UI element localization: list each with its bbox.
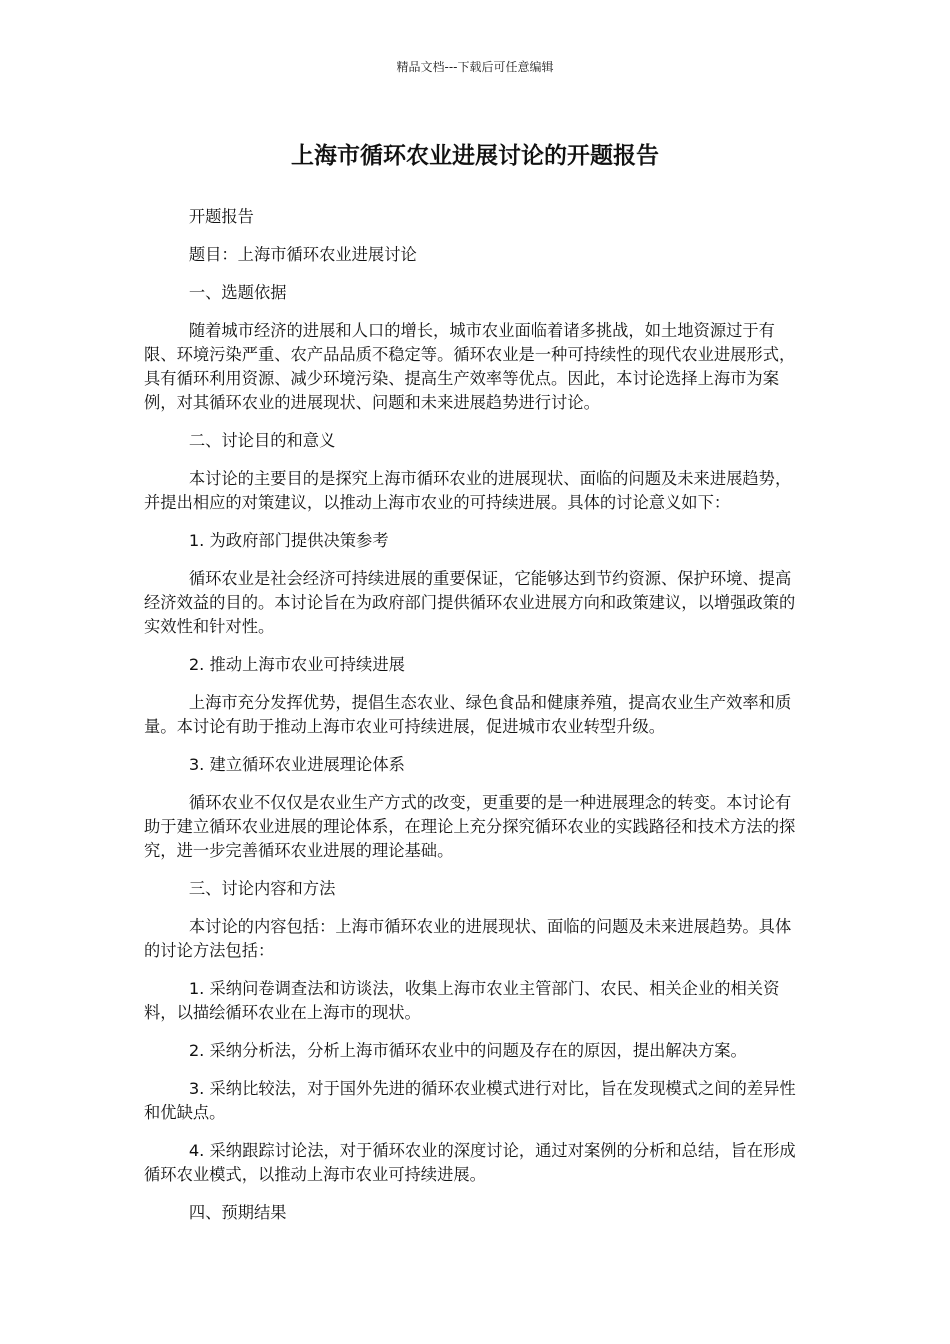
document-title: 上海市循环农业进展讨论的开题报告 <box>291 143 659 169</box>
list-heading: 2. 推动上海市农业可持续进展 <box>188 655 405 674</box>
paragraph: 本讨论的内容包括：上海市循环农业的进展现状、面临的问题及未来进展趋势。具体的讨论方法包括： <box>144 917 792 960</box>
list-item: 3. 采纳比较法，对于国外先进的循环农业模式进行对比，旨在发现模式之间的差异性和优缺点。 <box>144 1079 796 1122</box>
section-heading-4: 四、预期结果 <box>188 1203 287 1222</box>
document-body <box>144 205 806 1239</box>
paragraph: 上海市充分发挥优势，提倡生态农业、绿色食品和健康养殖，提高农业生产效率和质量。本讨论有助于推动上海市农业可持续进展，促进城市农业转型升级。 <box>144 693 792 736</box>
paragraph-label: 开题报告 <box>188 207 254 226</box>
section-heading-1: 一、选题依据 <box>188 283 287 302</box>
paragraph: 随着城市经济的进展和人口的增长，城市农业面临着诸多挑战，如土地资源过于有限、环境污染严重、农产品品质不稳定等。循环农业是一种可持续性的现代农业进展形式，具有循环利用资源、减少环境污染、提高生产效率等优点。因此，本讨论选择上海市为案例，对其循环农业的进展现状、问题和未来进展趋势进行讨论。 <box>144 321 796 412</box>
paragraph: 循环农业是社会经济可持续进展的重要保证，它能够达到节约资源、保护环境、提高经济效益的目的。本讨论旨在为政府部门提供循环农业进展方向和政策建议，以增强政策的实效性和针对性。 <box>144 569 796 636</box>
page-header: 精品文档---下载后可任意编辑 <box>396 60 554 74</box>
list-heading: 1. 为政府部门提供决策参考 <box>188 531 389 550</box>
section-heading-2: 二、讨论目的和意义 <box>188 431 336 450</box>
list-item: 2. 采纳分析法，分析上海市循环农业中的问题及存在的原因，提出解决方案。 <box>188 1041 747 1060</box>
paragraph: 循环农业不仅仅是农业生产方式的改变，更重要的是一种进展理念的转变。本讨论有助于建立循环农业进展的理论体系，在理论上充分探究循环农业的实践路径和技术方法的探究，进一步完善循环农业进展的理论基础。 <box>144 793 796 860</box>
section-heading-3: 三、讨论内容和方法 <box>188 879 336 898</box>
list-heading: 3. 建立循环农业进展理论体系 <box>188 755 405 774</box>
list-item: 4. 采纳跟踪讨论法，对于循环农业的深度讨论，通过对案例的分析和总结，旨在形成循环农业模式，以推动上海市农业可持续进展。 <box>144 1141 796 1184</box>
list-item: 1. 采纳问卷调查法和访谈法，收集上海市农业主管部门、农民、相关企业的相关资料，以描绘循环农业在上海市的现状。 <box>144 979 780 1022</box>
paragraph-topic: 题目：上海市循环农业进展讨论 <box>188 245 417 264</box>
paragraph: 本讨论的主要目的是探究上海市循环农业的进展现状、面临的问题及未来进展趋势，并提出相应的对策建议，以推动上海市农业的可持续进展。具体的讨论意义如下： <box>144 469 792 512</box>
